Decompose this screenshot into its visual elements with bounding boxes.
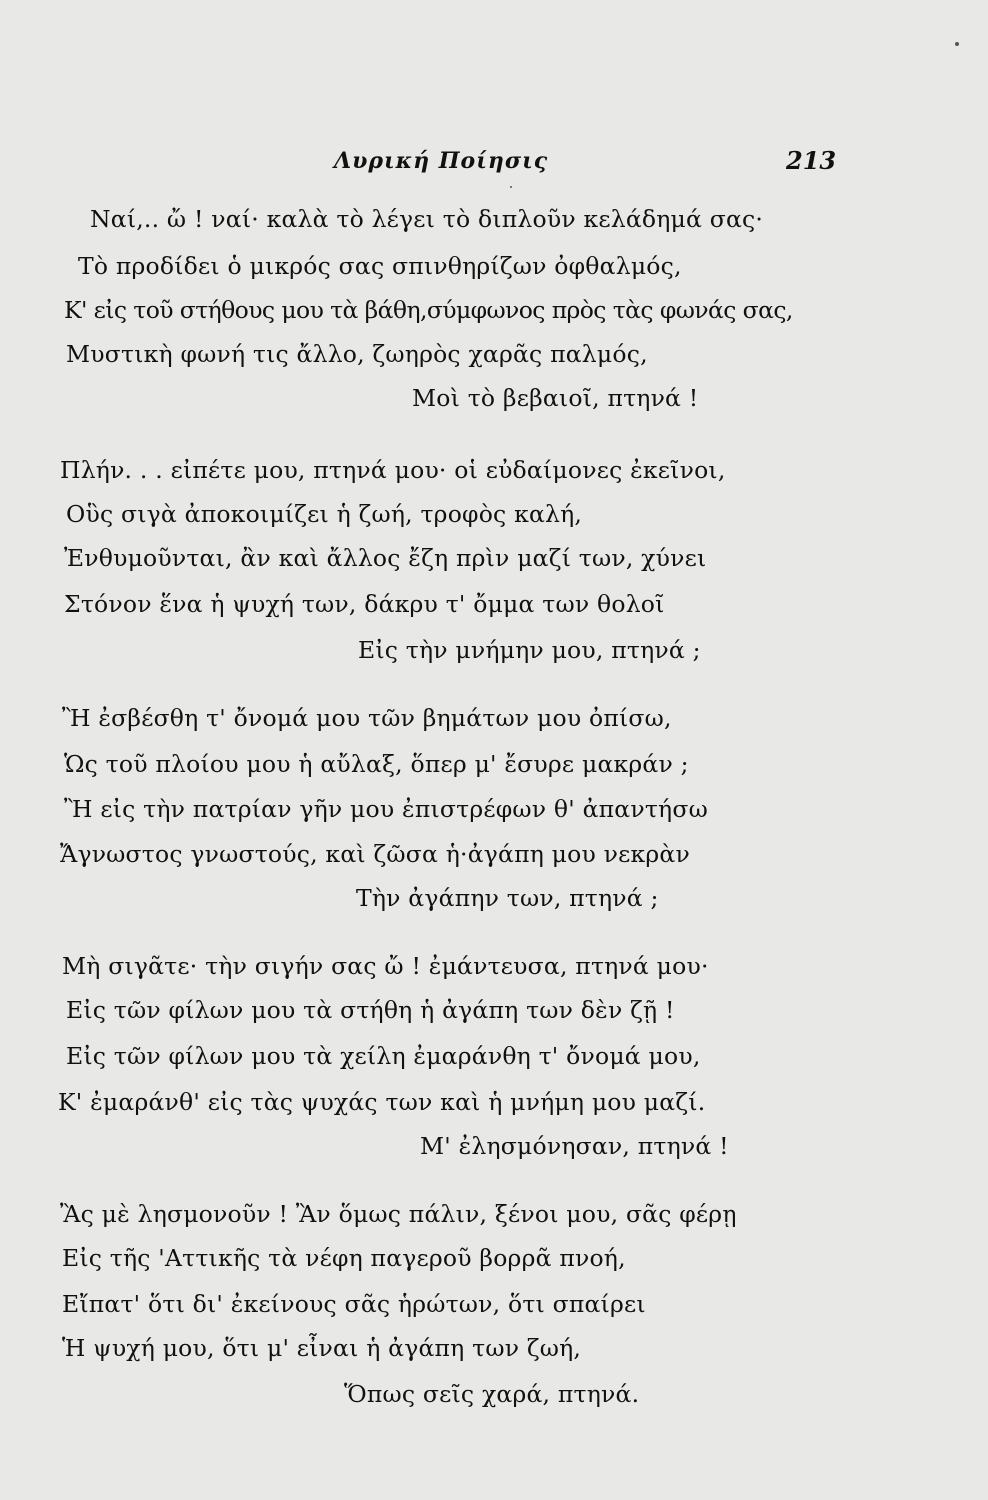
poem-line: Τὸ προδίδει ὁ μικρός σας σπινθηρίζων ὀφθαλμός, (78, 252, 682, 280)
poem-line: Κ' εἰς τοῦ στήθους μου τὰ βάθη,σύμφωνος πρὸς τὰς φωνάς σας, (64, 296, 793, 324)
poem-line: Οὓς σιγὰ ἀποκοιμίζει ἡ ζωή, τροφὸς καλή, (66, 500, 583, 528)
poem-refrain: Μ' ἐλησμόνησαν, πτηνά ! (420, 1132, 729, 1160)
poem-line: Ἄγνωστος γνωστούς, καὶ ζῶσα ἡ·ἀγάπη μου νεκρὰν (60, 840, 690, 868)
scan-speck (510, 186, 512, 188)
poem-line: Εἰς τῶν φίλων μου τὰ χείλη ἐμαράνθη τ' ὄνομά μου, (66, 1042, 701, 1070)
poem-line: Ἡ ψυχή μου, ὅτι μ' εἶναι ἡ ἀγάπη των ζωή, (62, 1334, 582, 1362)
poem-line: Μυστικὴ φωνή τις ἄλλο, ζωηρὸς χαρᾶς παλμός, (66, 340, 648, 368)
poem-line: Ἂς μὲ λησμονοῦν ! Ἂν ὅμως πάλιν, ξένοι μου, σᾶς φέρῃ (60, 1200, 737, 1228)
poem-refrain: Ὅπως σεῖς χαρά, πτηνά. (344, 1380, 640, 1408)
poem-line: Ἐνθυμοῦνται, ἂν καὶ ἄλλος ἔζη πρὶν μαζί των, χύνει (64, 544, 707, 572)
poem-line: Εἰς τῆς 'Αττικῆς τὰ νέφη παγεροῦ βορρᾶ πνοή, (62, 1244, 626, 1272)
poem-line: Πλήν. . . εἰπέτε μου, πτηνά μου· οἱ εὐδαίμονες ἐκεῖνοι, (60, 456, 726, 484)
poem-line: Κ' ἐμαράνθ' εἰς τὰς ψυχάς των καὶ ἡ μνήμη μου μαζί. (58, 1088, 706, 1116)
poem-line: Μὴ σιγᾶτε· τὴν σιγήν σας ὤ ! ἐμάντευσα, πτηνά μου· (62, 952, 709, 980)
poem-line: Ἢ εἰς τὴν πατρίαν γῆν μου ἐπιστρέφων θ' ἀπαντήσω (64, 795, 708, 823)
page-number: 213 (786, 146, 837, 175)
poem-line: Στόνον ἕνα ἡ ψυχή των, δάκρυ τ' ὄμμα των θολοῖ (64, 590, 665, 618)
poem-line: Εἴπατ' ὅτι δι' ἐκείνους σᾶς ἡρώτων, ὅτι σπαίρει (62, 1290, 646, 1318)
poem-refrain: Εἰς τὴν μνήμην μου, πτηνά ; (358, 636, 701, 664)
poem-line: Ὡς τοῦ πλοίου μου ἡ αὔλαξ, ὅπερ μ' ἔσυρε μακράν ; (64, 750, 689, 778)
poem-line: Ἢ ἐσβέσθη τ' ὄνομά μου τῶν βημάτων μου ὀπίσω, (62, 704, 672, 732)
poem-line: Ναί,.. ὤ ! ναί· καλὰ τὸ λέγει τὸ διπλοῦν κελάδημά σας· (90, 205, 764, 233)
poem-refrain: Τὴν ἀγάπην των, πτηνά ; (356, 884, 659, 912)
scan-speck (955, 42, 959, 46)
poem-refrain: Μοὶ τὸ βεβαιοῖ, πτηνά ! (412, 384, 699, 412)
poem-line: Εἰς τῶν φίλων μου τὰ στήθη ἡ ἀγάπη των δὲν ζῇ ! (66, 996, 675, 1024)
running-title: Λυρική Ποίησις (334, 148, 549, 174)
